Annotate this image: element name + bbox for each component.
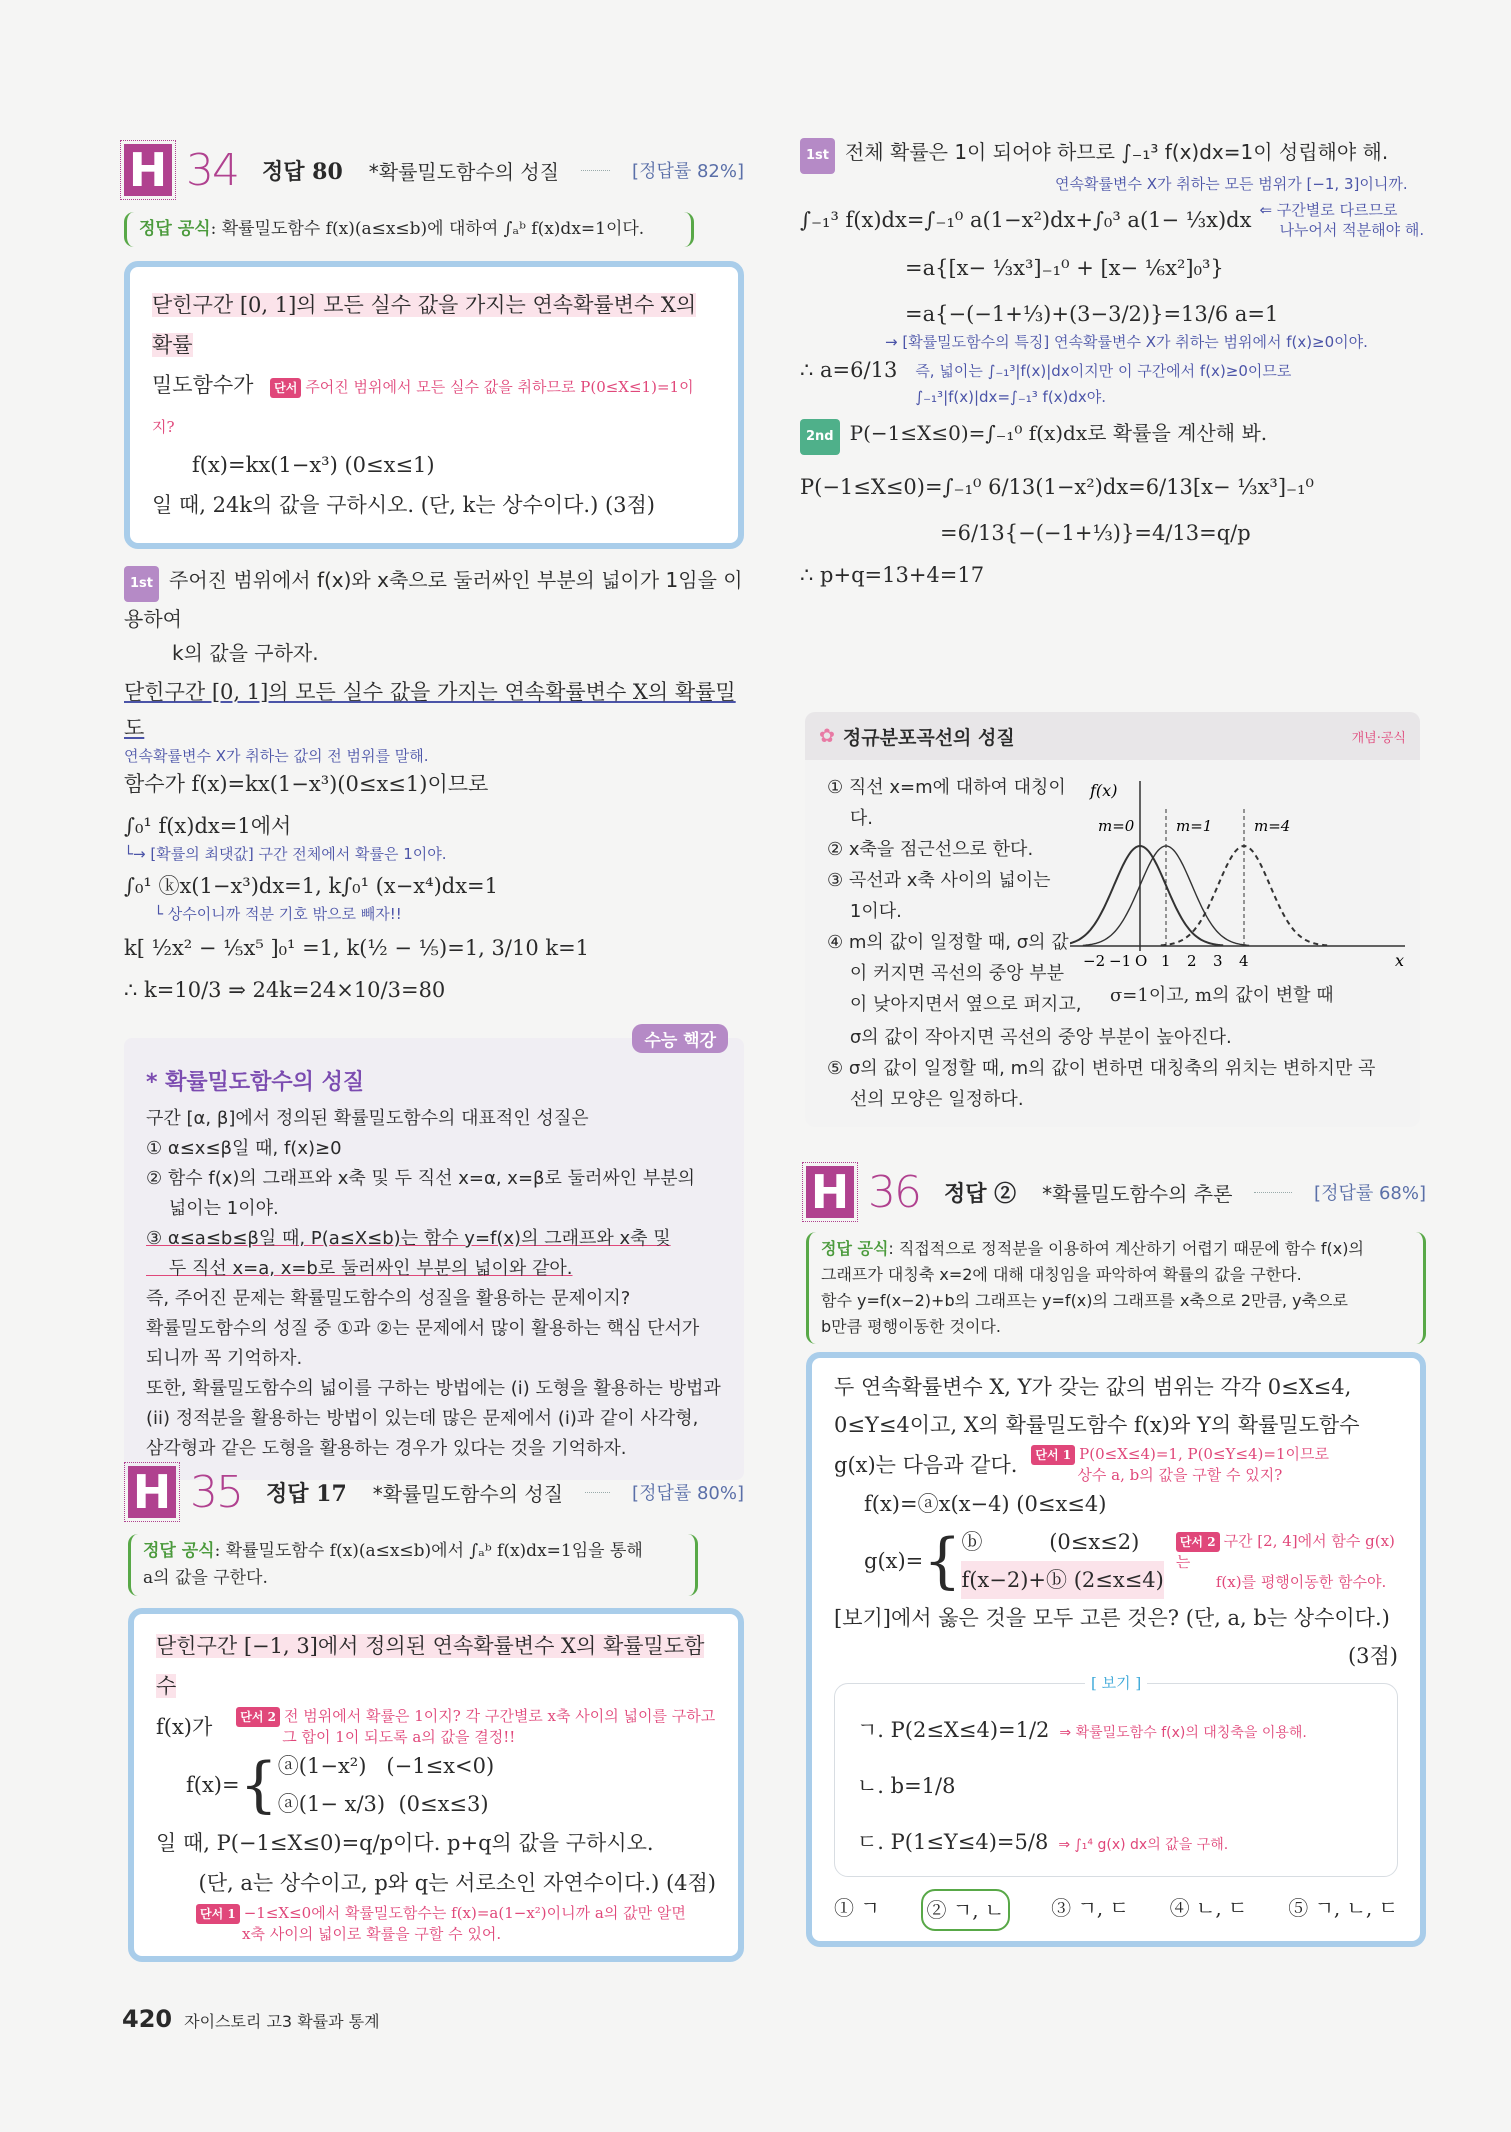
problem-line: [보기]에서 옳은 것을 모두 고른 것은? (단, a, b는 상수이다.)	[834, 1606, 1390, 1630]
bogi-item	[857, 1814, 1375, 1870]
normal-curve-graph	[1070, 776, 1410, 981]
solution-line: ∫₀¹ f(x)dx=1에서	[124, 814, 292, 838]
page-number: 420	[122, 2005, 173, 2033]
h36-section	[806, 1162, 1426, 1947]
problem-line: 밀도함수가	[152, 373, 254, 397]
clue-text: f(x)를 평행이동한 함수야.	[1215, 1572, 1387, 1591]
problem-line: 일 때, P(−1≤X≤0)=q/p이다. p+q의 값을 구하시오.	[156, 1831, 654, 1855]
formula-text: b만큼 평행이동한 것이다.	[821, 1317, 1001, 1336]
answer-choices	[834, 1889, 1398, 1931]
h-badge: H	[806, 1166, 854, 1218]
choice-3[interactable]: ③ ㄱ, ㄷ	[1051, 1896, 1129, 1920]
problem-number: 36	[868, 1166, 920, 1218]
x-axis-label: x	[1395, 951, 1405, 970]
page-footer	[122, 2005, 380, 2033]
curve-label: m=4	[1254, 817, 1291, 835]
concept-box	[805, 712, 1420, 1127]
h36-header	[806, 1162, 1426, 1222]
problem-line: f(x)가	[156, 1714, 213, 1739]
formula-text: : 확률밀도함수 f(x)(a≤x≤b)에서 ∫ₐᵇ f(x)dx=1임을 통해	[214, 1541, 643, 1561]
step-badge: 2nd	[800, 419, 840, 455]
concept-item: σ의 값이 작아지면 곡선의 중앙 부분이 높아진다.	[827, 1027, 1232, 1048]
formula-text: 함수 y=f(x−2)+b의 그래프는 y=f(x)의 그래프를 x축으로 2만큼, y축으로	[821, 1291, 1348, 1310]
solution-line: ∫₀¹ ⓚx(1−x³)dx=1, k∫₀¹ (x−x⁴)dx=1	[124, 874, 499, 898]
tip-title: * 확률밀도함수의 성질	[146, 1070, 365, 1095]
tip-line: 또한, 확률밀도함수의 넓이를 구하는 방법에는 (i) 도형을 활용하는 방법과	[146, 1378, 721, 1399]
dotted-leader	[1254, 1192, 1292, 1193]
answer-formula-box	[806, 1232, 1426, 1344]
clue-text: −1≤X≤0에서 확률밀도함수는 f(x)=a(1−x²)이니까 a의 값만 알면	[243, 1904, 686, 1922]
concept-items	[827, 772, 1082, 1020]
bogi-statement: ㄷ. P(1≤Y≤4)=5/8	[857, 1830, 1049, 1854]
formula-label: 정답 공식	[139, 219, 211, 239]
note: 나누어서 적분해야 해.	[1279, 221, 1425, 239]
note: 연속확률변수 X가 취하는 모든 범위가 [−1, 3]이니까.	[1055, 175, 1408, 193]
step-badge: 1st	[800, 138, 835, 174]
answer-label: 정답 80	[262, 158, 343, 185]
problem-line: g(x)는 다음과 같다.	[834, 1452, 1018, 1477]
concept-item: ③ 곡선과 x축 사이의 넓이는	[827, 870, 1051, 891]
clue-text: 주어진 범위에서 모든 실수 값을 취하므로 P(0≤X≤1)=1이지?	[152, 378, 694, 436]
note: → [확률밀도함수의 특징] 연속확률변수 X가 취하는 범위에서 f(x)≥0이야.	[885, 333, 1368, 351]
flower-icon: ✿	[819, 725, 835, 747]
problem-box-34	[124, 261, 744, 549]
topic-label: *확률밀도함수의 추론	[1042, 1181, 1233, 1206]
note: └ 상수이니까 적분 기호 밖으로 빼자!!	[154, 905, 402, 923]
piecewise-lhs: f(x)=	[186, 1773, 240, 1797]
tip-lines	[146, 1104, 722, 1464]
piecewise-case: ⓑ (0≤x≤2)	[961, 1530, 1140, 1554]
tip-section	[124, 1024, 744, 1480]
clue-text: 상수 a, b의 값을 구할 수 있지?	[1077, 1466, 1283, 1484]
tip-line: ① α≤x≤β일 때, f(x)≥0	[146, 1138, 342, 1159]
solution-line: ∴ p+q=13+4=17	[800, 563, 985, 587]
choice-4[interactable]: ④ ㄴ, ㄷ	[1169, 1896, 1248, 1920]
solution-line: ∴ k=10/3 ⇒ 24k=24×10/3=80	[124, 978, 446, 1002]
points: (3점)	[1347, 1644, 1398, 1668]
clue-tag: 단서 1	[1031, 1445, 1075, 1465]
solution-line: 닫힌구간 [0, 1]의 모든 실수 값을 가지는 연속확률변수 X의 확률밀도	[124, 680, 736, 740]
problem-box-35	[128, 1608, 744, 1962]
x-tick-label: 4	[1239, 952, 1249, 970]
formula-text: 그래프가 대칭축 x=2에 대해 대칭임을 파악하여 확률의 값을 구한다.	[821, 1265, 1302, 1284]
concept-item: ① 직선 x=m에 대하여 대칭이	[827, 777, 1066, 798]
problem-line: 0≤Y≤4이고, X의 확률밀도함수 f(x)와 Y의 확률밀도함수	[834, 1413, 1360, 1437]
answer-label: 정답 17	[266, 1480, 347, 1507]
choice-2[interactable]: ② ㄱ, ㄴ	[921, 1889, 1011, 1931]
concept-title: 정규분포곡선의 성질	[842, 726, 1015, 749]
concept-item: 다.	[827, 808, 873, 829]
concept-tag: 개념·공식	[1351, 730, 1406, 746]
clue-tag: 단서	[270, 378, 301, 398]
formula-text: : 직접적으로 정적분을 이용하여 계산하기 어렵기 때문에 함수 f(x)의	[888, 1239, 1364, 1258]
clue-text: P(0≤X≤4)=1, P(0≤Y≤4)=1이므로	[1079, 1445, 1329, 1463]
piecewise-case: ⓐ(1− x/3) (0≤x≤3)	[277, 1792, 489, 1816]
concept-items-wide	[827, 1022, 1407, 1115]
clue-text: 전 범위에서 확률은 1이지? 각 구간별로 x축 사이의 넓이를 구하고	[284, 1707, 716, 1725]
x-tick-label: 1	[1161, 952, 1171, 970]
tip-line: 되니까 꼭 기억하자.	[146, 1348, 303, 1369]
problem-formula: f(x)=ⓐx(x−4) (0≤x≤4)	[864, 1492, 1107, 1516]
step-text: k의 값을 구하자.	[172, 641, 319, 665]
bogi-hint: ⇒ ∫₁⁴ g(x) dx의 값을 구해.	[1058, 1837, 1229, 1853]
h-badge: H	[128, 1466, 176, 1518]
solution-35	[800, 135, 1425, 593]
problem-line: (단, a는 상수이고, p와 q는 서로소인 자연수이다.) (4점)	[198, 1871, 716, 1895]
problem-line: 닫힌구간 [−1, 3]에서 정의된 연속확률변수 X의 확률밀도함수	[156, 1634, 705, 1698]
topic-label: *확률밀도함수의 성질	[368, 159, 560, 184]
choice-5[interactable]: ⑤ ㄱ, ㄴ, ㄷ	[1288, 1896, 1398, 1920]
topic-label: *확률밀도함수의 성질	[372, 1481, 564, 1506]
h35-header	[128, 1462, 744, 1522]
bogi-item	[857, 1702, 1375, 1758]
x-tick-label: 3	[1213, 952, 1223, 970]
problem-box-36	[806, 1352, 1426, 1947]
answer-formula-box	[128, 1534, 698, 1596]
problem-line: 닫힌구간 [0, 1]의 모든 실수 값을 가지는 연속확률변수 X의 확률	[152, 293, 697, 357]
h34-section	[124, 140, 744, 1480]
h34-header	[124, 140, 744, 200]
concept-item: 선의 모양은 일정하다.	[827, 1089, 1024, 1110]
dotted-leader	[581, 170, 610, 171]
note: └→ [확률의 최댓값] 구간 전체에서 확률은 1이야.	[124, 845, 447, 863]
concept-item: 이 커지면 곡선의 중앙 부분	[827, 963, 1065, 984]
dotted-leader	[585, 1492, 610, 1493]
book-title: 자이스토리 고3 확률과 통계	[184, 2012, 380, 2031]
answer-formula-box	[124, 212, 694, 247]
tip-line: 즉, 주어진 문제는 확률밀도함수의 성질을 활용하는 문제이지?	[146, 1288, 631, 1309]
problem-number: 35	[190, 1466, 242, 1518]
solution-line: 함수가 f(x)=kx(1−x³)(0≤x≤1)이므로	[124, 772, 489, 796]
x-tick-label: −2	[1083, 952, 1106, 970]
clue-tag: 단서 2	[236, 1707, 280, 1727]
note: ∫₋₁³|f(x)|dx=∫₋₁³ f(x)dx야.	[915, 388, 1107, 406]
y-axis-label: f(x)	[1090, 781, 1118, 800]
clue-text: 그 합이 1이 되도록 a의 값을 결정!!	[282, 1728, 516, 1746]
normal-curve-m0	[1070, 846, 1223, 945]
tip-box	[124, 1038, 744, 1480]
solution-line: =a{[x− ⅓x³]₋₁⁰ + [x− ⅙x²]₀³}	[905, 256, 1224, 280]
bogi-box	[834, 1674, 1398, 1877]
piecewise-lhs: g(x)=	[864, 1549, 924, 1573]
note: ⇐ 구간별로 다르므로	[1259, 201, 1398, 219]
answer-label: 정답 ②	[944, 1180, 1017, 1207]
piecewise-case: ⓐ(1−x²) (−1≤x<0)	[277, 1754, 495, 1778]
step-text: 주어진 범위에서 f(x)와 x축으로 둘러싸인 부분의 넓이가 1임을 이용하여	[124, 568, 743, 631]
solution-line: =6/13{−(−1+⅓)}=4/13=q/p	[940, 521, 1251, 545]
tip-line: 삼각형과 같은 도형을 활용하는 경우가 있다는 것을 기억하자.	[146, 1438, 627, 1459]
tip-line: ③ α≤a≤b≤β일 때, P(a≤X≤b)는 함수 y=f(x)의 그래프와 x축 및	[146, 1228, 671, 1249]
formula-label: 정답 공식	[143, 1541, 215, 1561]
note: 즉, 넓이는 ∫₋₁³|f(x)|dx이지만 이 구간에서 f(x)≥0이므로	[915, 362, 1292, 380]
choice-1[interactable]: ① ㄱ	[834, 1896, 880, 1920]
x-tick-label: −1	[1109, 952, 1132, 970]
tip-line: 두 직선 x=a, x=b로 둘러싸인 부분의 넓이와 같아.	[146, 1258, 573, 1279]
formula-label: 정답 공식	[821, 1239, 889, 1258]
problem-line: 일 때, 24k의 값을 구하시오. (단, k는 상수이다.) (3점)	[152, 493, 655, 517]
bogi-item	[857, 1758, 1375, 1814]
step-text: 전체 확률은 1이 되어야 하므로 ∫₋₁³ f(x)dx=1이 성립해야 해.	[845, 140, 1389, 164]
bogi-statement: ㄴ. b=1/8	[857, 1774, 956, 1798]
solution-line: ∫₋₁³ f(x)dx=∫₋₁⁰ a(1−x²)dx+∫₀³ a(1− ⅓x)dx	[800, 208, 1252, 232]
solution-line: P(−1≤X≤0)=∫₋₁⁰ 6/13(1−x²)dx=6/13[x− ⅓x³]₋₁⁰	[800, 475, 1314, 499]
step-text: P(−1≤X≤0)=∫₋₁⁰ f(x)dx로 확률을 계산해 봐.	[849, 421, 1268, 445]
clue-text: 구간 [2, 4]에서 함수 g(x)는	[1175, 1531, 1395, 1571]
solution-line: k[ ½x² − ⅕x⁵ ]₀¹ =1, k(½ − ⅕)=1, 3/10 k=1	[124, 936, 590, 960]
concept-item: ② x축을 점근선으로 한다.	[827, 839, 1034, 860]
brace: {	[923, 1526, 962, 1596]
clue-tag: 단서 1	[196, 1904, 240, 1924]
concept-item: ⑤ σ의 값이 일정할 때, m의 값이 변하면 대칭축의 위치는 변하지만 곡	[827, 1058, 1376, 1079]
correct-rate: [정답률 80%]	[632, 1483, 744, 1504]
clue-text: x축 사이의 넓이로 확률을 구할 수 있어.	[242, 1925, 502, 1943]
x-tick-label: O	[1135, 952, 1148, 970]
problem-formula: f(x)=kx(1−x³) (0≤x≤1)	[192, 453, 435, 477]
tip-line: ② 함수 f(x)의 그래프와 x축 및 두 직선 x=α, x=β로 둘러싸인 부분의	[146, 1168, 696, 1189]
tip-line: 구간 [α, β]에서 정의된 확률밀도함수의 대표적인 성질은	[146, 1108, 589, 1129]
clue-tag: 단서 2	[1176, 1532, 1220, 1552]
bogi-title: [ 보기 ]	[1085, 1673, 1147, 1693]
h-badge: H	[124, 144, 172, 196]
x-tick-label: 2	[1187, 952, 1197, 970]
tip-line: 확률밀도함수의 성질 중 ①과 ②는 문제에서 많이 활용하는 핵심 단서가	[146, 1318, 700, 1339]
bogi-items	[857, 1702, 1375, 1870]
formula-text: a의 값을 구한다.	[143, 1568, 268, 1588]
solution-34	[124, 563, 744, 1008]
concept-item: ④ m의 값이 일정할 때, σ의 값	[827, 932, 1069, 953]
concept-item: 1이다.	[827, 901, 902, 922]
bogi-hint: ⇒ 확률밀도함수 f(x)의 대칭축을 이용해.	[1059, 1725, 1307, 1741]
problem-line: 두 연속확률변수 X, Y가 갖는 값의 범위는 각각 0≤X≤4,	[834, 1375, 1352, 1399]
step-badge: 1st	[124, 566, 159, 602]
correct-rate: [정답률 68%]	[1314, 1183, 1426, 1204]
graph-caption: σ=1이고, m의 값이 변할 때	[1110, 985, 1334, 1006]
solution-line: =a{−(−1+⅓)+(3−3/2)}=13/6 a=1	[905, 302, 1279, 326]
bogi-statement: ㄱ. P(2≤X≤4)=1/2	[857, 1718, 1050, 1742]
piecewise-case: f(x−2)+ⓑ (2≤x≤4)	[961, 1561, 1163, 1599]
solution-line: ∴ a=6/13	[800, 358, 898, 382]
formula-text: : 확률밀도함수 f(x)(a≤x≤b)에 대하여 ∫ₐᵇ f(x)dx=1이다.	[210, 219, 645, 239]
correct-rate: [정답률 82%]	[632, 161, 744, 182]
curve-label: m=1	[1176, 817, 1213, 835]
tip-line: 넓이는 1이야.	[146, 1198, 279, 1219]
curve-label: m=0	[1098, 817, 1135, 835]
problem-number: 34	[186, 144, 238, 196]
tip-badge: 수능 핵강	[632, 1024, 728, 1053]
concept-item: 이 낮아지면서 옆으로 퍼지고,	[827, 994, 1082, 1015]
tip-line: (ii) 정적분을 활용하는 방법이 있는데 많은 문제에서 (i)과 같이 사각형,	[146, 1408, 699, 1429]
note: 연속확률변수 X가 취하는 값의 전 범위를 말해.	[124, 747, 429, 765]
h35-section	[128, 1462, 744, 1962]
brace: {	[239, 1750, 278, 1820]
